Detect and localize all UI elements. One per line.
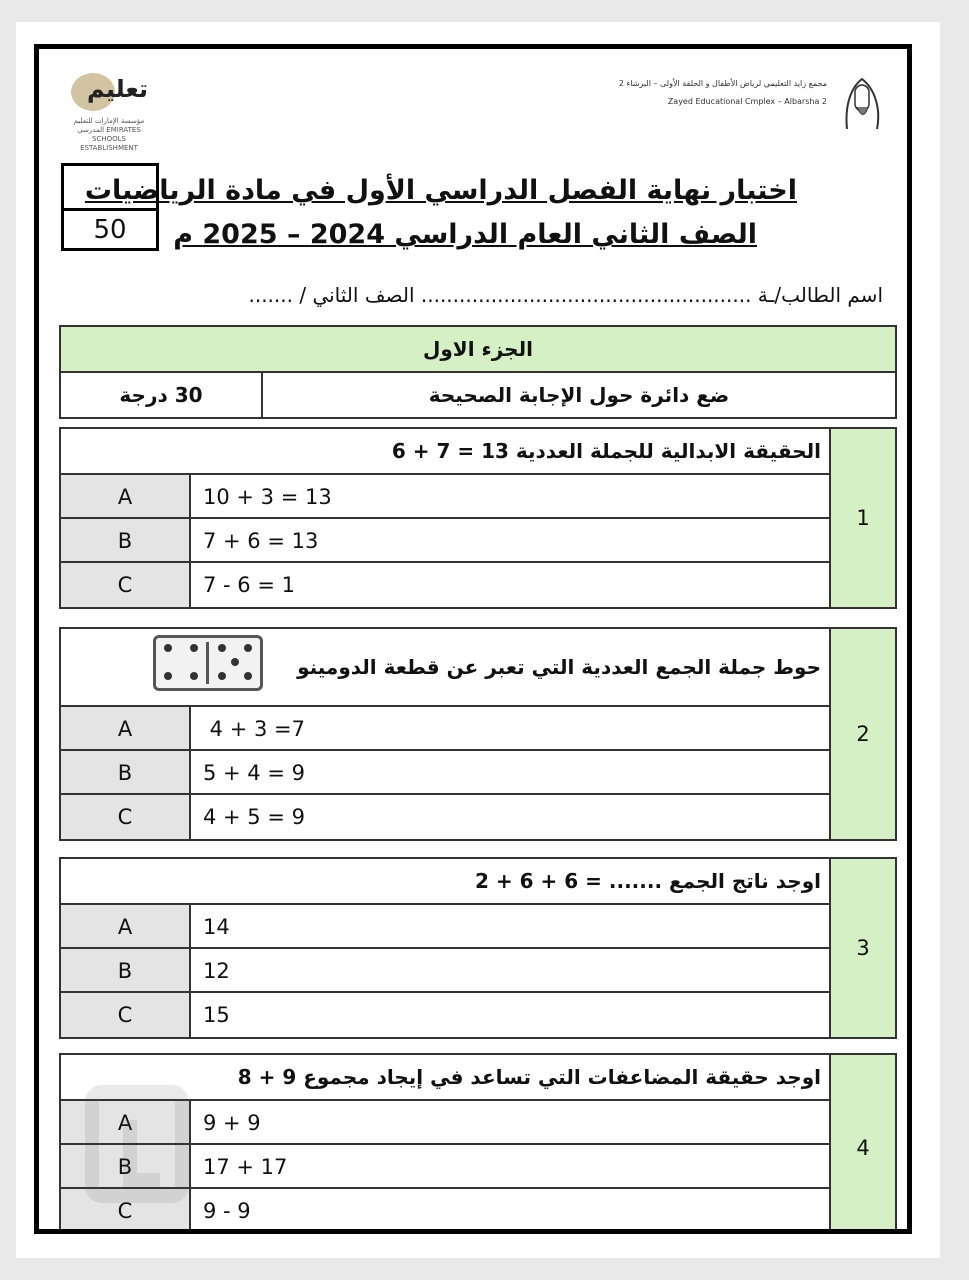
logo-word: تعليم <box>87 75 148 103</box>
option-letter: C <box>61 563 191 607</box>
option-row[interactable] <box>61 475 829 519</box>
option-value: 15 <box>203 1003 230 1027</box>
question-number: 4 <box>829 1055 895 1234</box>
option-row[interactable] <box>61 519 829 563</box>
option-value: 7 + 6 = 13 <box>203 529 319 553</box>
option-row[interactable] <box>61 751 829 795</box>
option-letter: C <box>61 993 191 1037</box>
question-number: 3 <box>829 859 895 1037</box>
exam-title: اختبار نهاية الفصل الدراسي الأول في مادة الرياضيات <box>84 175 797 206</box>
option-row[interactable] <box>61 993 829 1037</box>
emirates-schools-logo <box>59 67 159 153</box>
option-row[interactable] <box>61 707 829 751</box>
portrait-icon <box>837 69 887 135</box>
school-header <box>617 69 887 139</box>
option-value: 14 <box>203 915 230 939</box>
question-4 <box>59 1053 897 1234</box>
part-row <box>61 373 895 417</box>
question-number: 1 <box>829 429 895 607</box>
option-letter: C <box>61 795 191 839</box>
part-instruction: ضع دائرة حول الإجابة الصحيحة <box>261 373 895 417</box>
option-value: 9 - 9 <box>203 1199 251 1223</box>
question-number: 2 <box>829 629 895 839</box>
option-value: 9 + 9 <box>203 1111 261 1135</box>
option-row[interactable] <box>61 563 829 607</box>
question-3 <box>59 857 897 1039</box>
part-score: 30 درجة <box>119 383 203 407</box>
school-name-english: Zayed Educational Cmplex – Albarsha 2 <box>667 97 827 106</box>
option-letter: C <box>61 1189 191 1233</box>
option-value: 4 + 5 = 9 <box>203 805 305 829</box>
option-row[interactable] <box>61 1101 829 1145</box>
question-text: اوجد حقيقة المضاعفات التي تساعد في إيجاد مجموع 9 + 8 <box>61 1055 829 1101</box>
option-letter: B <box>61 751 191 793</box>
option-row[interactable] <box>61 1189 829 1233</box>
option-letter: A <box>61 1101 191 1143</box>
logo-subtitle: مؤسسة الإمارات للتعليم المدرسي EMIRATES SCHOOLS ESTABLISHMENT <box>73 117 145 152</box>
part-header-table <box>59 325 897 419</box>
exam-subtitle: الصف الثاني العام الدراسي 2024 – 2025 م <box>173 219 757 250</box>
option-value: 10 + 3 = 13 <box>203 485 332 509</box>
option-row[interactable] <box>61 1145 829 1189</box>
option-value: 5 + 4 = 9 <box>203 761 305 785</box>
question-1 <box>59 427 897 609</box>
option-row[interactable] <box>61 949 829 993</box>
option-value: 17 + 17 <box>203 1155 288 1179</box>
option-value: 12 <box>203 959 230 983</box>
option-row[interactable] <box>61 795 829 839</box>
question-2 <box>59 627 897 841</box>
option-letter: A <box>61 905 191 947</box>
question-text: اوجد ناتج الجمع ....... = 6 + 6 + 2 <box>61 859 829 905</box>
question-text: حوط جملة الجمع العددية التي تعبر عن قطعة الدومينو <box>297 655 821 679</box>
option-letter: A <box>61 707 191 749</box>
option-value: 7 - 6 = 1 <box>203 573 295 597</box>
option-letter: A <box>61 475 191 517</box>
option-letter: B <box>61 519 191 561</box>
exam-frame <box>34 44 912 1234</box>
option-letter: B <box>61 949 191 991</box>
part-title: الجزء الاول <box>61 327 895 373</box>
question-text: الحقيقة الابدالية للجملة العددية 13 = 7 + 6 <box>61 429 829 475</box>
student-info-line: اسم الطالب/ـة .................................................... الصف الثاني / ....... <box>248 283 883 307</box>
school-name-arabic: مجمع زايد التعليمي لرياض الأطفال و الحلقة الأولى – البرشاء 2 <box>618 79 827 88</box>
domino-icon <box>153 635 263 691</box>
total-score: 50 <box>93 215 127 245</box>
option-letter: B <box>61 1145 191 1187</box>
option-row[interactable] <box>61 905 829 949</box>
question-text-row <box>61 629 829 707</box>
option-value: 4 + 3 =7 <box>203 717 305 741</box>
